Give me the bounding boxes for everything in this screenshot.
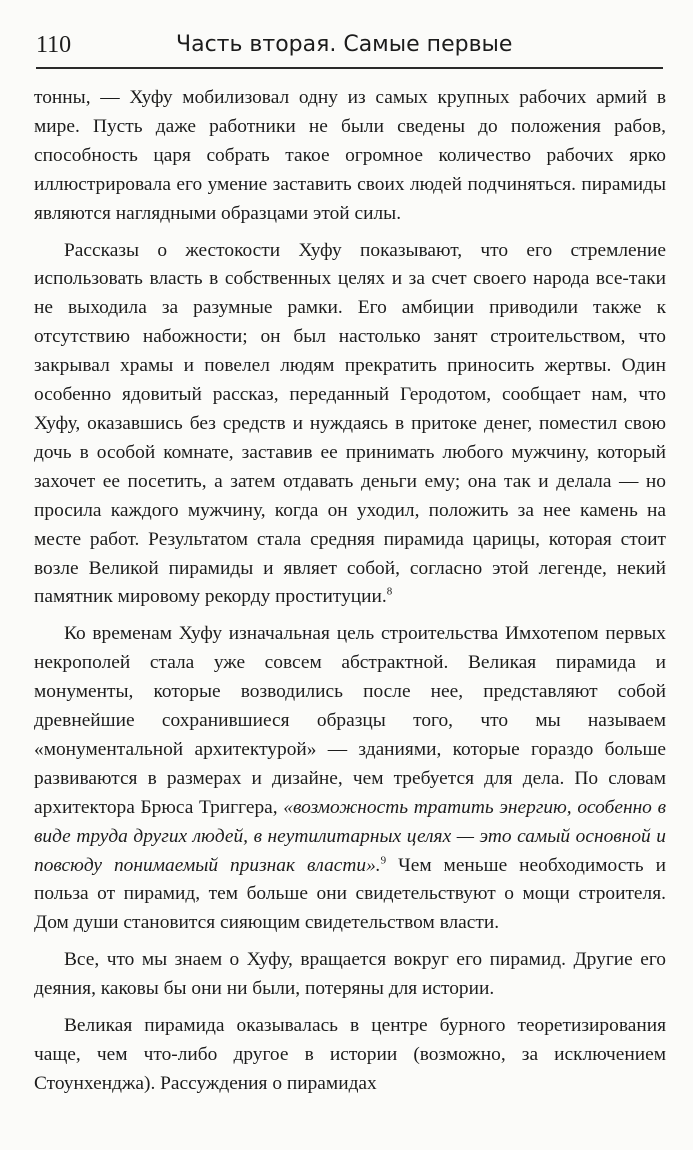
paragraph-3-text-b: Чем меньше необходимость и польза от пирамид, тем больше они свидетельствуют о мощи строителя. Дом души становится сияющим свидетельством власти. — [34, 854, 666, 934]
paragraph-5-text: Великая пирамида оказывалась в центре бурного теоретизирования чаще, чем что-либо другое в истории (возможно, за исключением Стоунхенджа). Рассуждения о пирамидах — [34, 1015, 666, 1094]
paragraph-1 — [34, 84, 666, 229]
page-header — [36, 18, 663, 66]
running-title: Часть вторая. Самые первые — [176, 32, 513, 57]
footnote-ref-9[interactable]: 9 — [380, 854, 387, 867]
paragraph-1-text: тонны, — Хуфу мобилизовал одну из самых крупных рабочих армий в мире. Пусть даже работники не были сведены до положения рабов, способность царя собрать такое огромное количество рабочих ярко иллюстрировала его умение заставить своих людей подчиняться. пирамиды являются наглядными образцами этой силы. — [34, 87, 666, 224]
trigger-quote: «возможность тратить энергию, особенно в виде труда других людей, в неутилитарных целях — это самый основной и повсюду понимаемый признак власти». — [34, 796, 666, 876]
body-text — [34, 84, 666, 1107]
paragraph-2-text: Рассказы о жестокости Хуфу показывают, что его стремление использовать власть в собственных целях и за счет своего народа все-таки не выходила за разумные рамки. Его амбиции приводили также к отсутствию набожности; он был настолько занят строительством, что закрывал храмы и повелел людям прекратить приносить жертвы. Один особенно ядовитый рассказ, переданный Геродотом, сообщает нам, что Хуфу, оказавшись без средств и нуждаясь в притоке денег, поместил свою дочь в особой комнате, заставив ее принимать любого мужчину, который захочет ее посетить, а затем отдавать деньги ему; она так и делала — но просила каждого мужчину, когда он уходил, положить за нее камень на месте работ. Результатом стала средняя пирамида царицы, которая стоит возле Великой пирамиды и являет собой, согласно этой легенде, некий памятник мировому рекорду проституции. — [34, 239, 666, 608]
footnote-ref-8[interactable]: 8 — [386, 585, 393, 598]
header-rule — [36, 67, 663, 69]
paragraph-3 — [34, 620, 666, 938]
paragraph-4-text: Все, что мы знаем о Хуфу, вращается вокруг его пирамид. Другие его деяния, каковы бы они ни были, потеряны для истории. — [34, 949, 666, 1000]
page-number: 110 — [36, 32, 72, 58]
paragraph-3-text-a: Ко временам Хуфу изначальная цель строительства Имхотепом первых некрополей стала уже совсем абстрактной. Великая пирамида и монументы, которые возводились после нее, представляют собой древнейшие сохранившиеся образцы того, что мы называем «монументальной архитектурой» — зданиями, которые гораздо больше развиваются в размерах и дизайне, чем требуется для дела. По словам архитектора Брюса Триггера, — [34, 623, 666, 818]
paragraph-5 — [34, 1012, 666, 1099]
paragraph-4 — [34, 946, 666, 1004]
paragraph-2 — [34, 237, 666, 613]
